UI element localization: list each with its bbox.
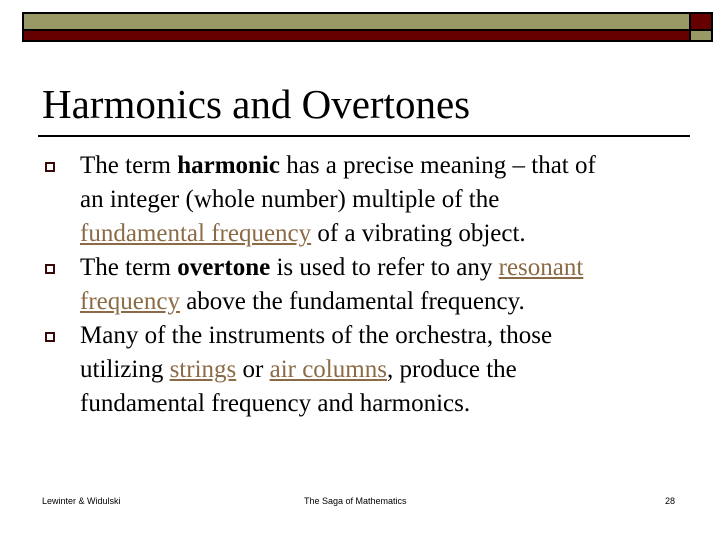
bullet-item <box>40 149 700 251</box>
bullet-list <box>40 149 700 421</box>
text: fundamental frequency and harmonics. <box>80 390 471 417</box>
title-divider <box>38 135 690 137</box>
slide-number: 28 <box>665 496 676 506</box>
text: utilizing <box>80 356 170 383</box>
header-square-olive <box>689 29 713 42</box>
square-bullet-icon <box>45 162 55 172</box>
text: of a vibrating object. <box>311 220 526 247</box>
text: an integer (whole number) multiple of the <box>80 186 500 213</box>
text: The term <box>80 152 178 179</box>
term-harmonic: harmonic <box>177 152 280 179</box>
text: has a precise meaning – that of <box>279 152 596 179</box>
term-overtone: overtone <box>177 254 271 281</box>
text: Many of the instruments of the orchestra, those <box>80 322 553 349</box>
text: or <box>236 356 270 383</box>
link-resonant-frequency[interactable]: frequency <box>80 288 180 315</box>
bullet-item <box>40 251 700 319</box>
link-resonant-frequency[interactable]: resonant <box>498 254 584 281</box>
text: The term <box>80 254 178 281</box>
link-strings[interactable]: strings <box>169 356 237 383</box>
text: is used to refer to any <box>270 254 499 281</box>
link-air-columns[interactable]: air columns <box>269 356 387 383</box>
text: , produce the <box>386 356 517 383</box>
footer-book-title: The Saga of Mathematics <box>304 496 407 506</box>
square-bullet-icon <box>45 332 55 342</box>
square-bullet-icon <box>45 264 55 274</box>
link-fundamental-frequency[interactable]: fundamental frequency <box>80 220 312 247</box>
bullet-item <box>40 319 700 421</box>
text: above the fundamental frequency. <box>179 288 525 315</box>
slide-title: Harmonics and Overtones <box>42 81 471 127</box>
footer-authors: Lewinter & Widulski <box>42 496 121 506</box>
header-bar-maroon <box>22 29 691 42</box>
